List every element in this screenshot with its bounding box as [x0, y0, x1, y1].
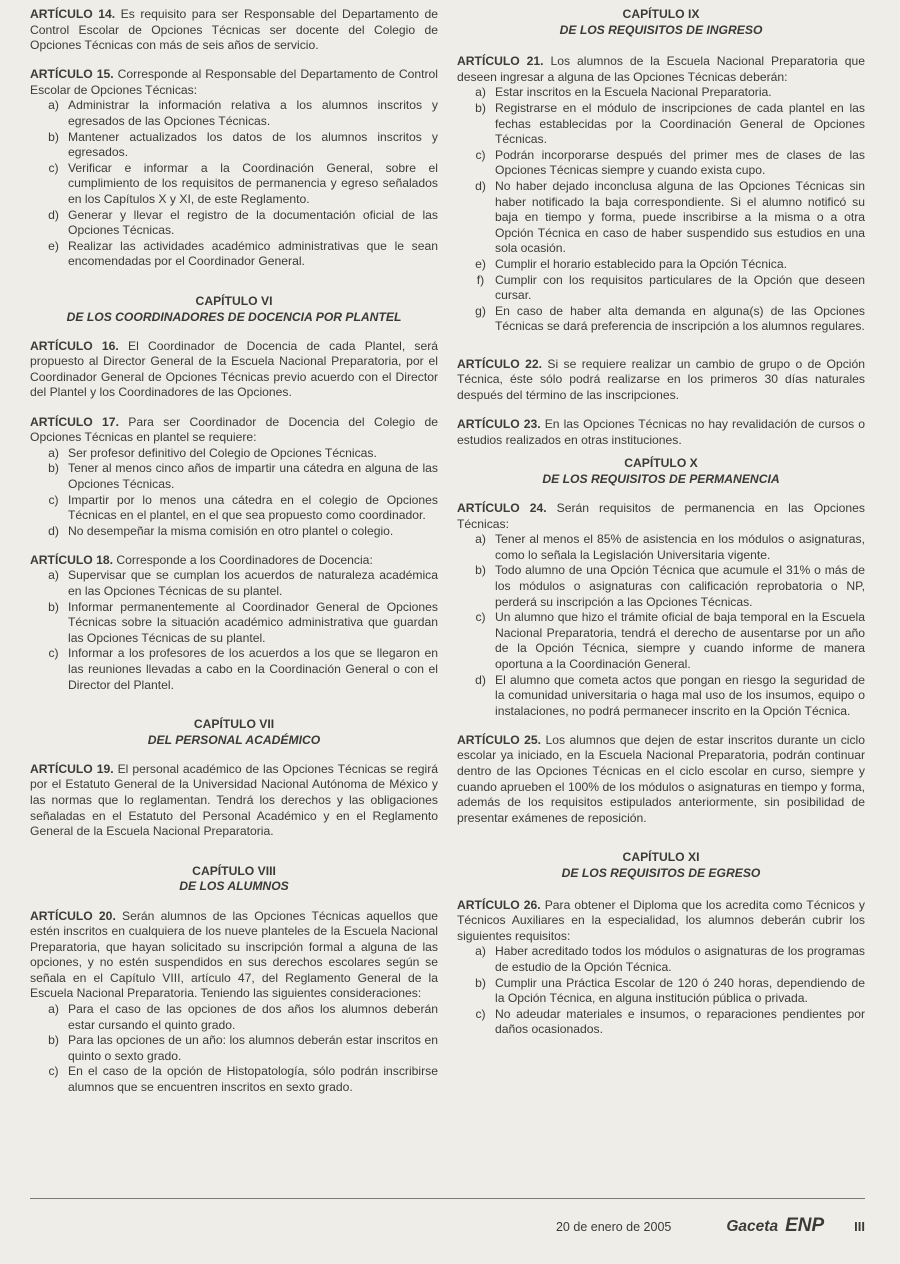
list-marker: d): [475, 672, 486, 687]
list-item: [30, 98, 438, 129]
list-text: Cumplir con los requisitos particulares de la Opción que deseen cursar.: [495, 272, 865, 303]
list-item: [30, 493, 438, 524]
list-item: [457, 304, 865, 335]
article-label: ARTÍCULO 23.: [457, 417, 541, 432]
article-label: ARTÍCULO 24.: [457, 501, 547, 516]
article-label: ARTÍCULO 22.: [457, 356, 542, 371]
list-marker: b): [475, 100, 486, 115]
list-item: [30, 600, 438, 647]
article-text: Serán alumnos de las Opciones Técnicas aquellos que estén inscritos en cualquiera de los nueve planteles de la Escuela Nacional Preparatoria, que hayan solicitado su inscripción formal a alguna de las opciones, y no estén suspendidos en sus derechos escolares según se señala en el Capítulo VIII, artículo 47, del Reglamento General de la Escuela Nacional Preparatoria. Teniendo las siguientes consideraciones:: [30, 908, 438, 1001]
list-text: Cumplir una Práctica Escolar de 120 ó 240 horas, dependiendo de la Opción Técnica, en alguna institución pública o privada.: [495, 975, 865, 1006]
article-text: El Coordinador de Docencia de cada Plantel, será propuesto al Director General de la Escuela Nacional Preparatoria, por el Coordinador General de Opciones Técnicas previo acuerdo con el Director del Plantel y los Coordinadores de las Opciones.: [30, 338, 438, 400]
list-item: [457, 976, 865, 1007]
list-text: Haber acreditado todos los módulos o asignaturas de los programas de estudio de la Opción Técnica.: [495, 944, 865, 974]
article-text: Para ser Coordinador de Docencia del Colegio de Opciones Técnicas en plantel se requiere:: [30, 414, 438, 445]
list-item: [457, 1007, 865, 1038]
list-marker: d): [48, 523, 59, 538]
list-marker: a): [48, 568, 59, 583]
footer-date: 20 de enero de 2005: [555, 1220, 672, 1234]
article-15: [30, 67, 438, 270]
list-text: No haber dejado inconclusa alguna de las Opciones Técnicas sin haber notificado la baja correspondiente. Si el alumno notificó su baja en tiempo y forma, puede inscribirse a la misma o a otra Opción Técnica en caso de haber suspendido sus estudios en una sola ocasión.: [495, 178, 865, 256]
list-item: [30, 1002, 438, 1033]
article-label: ARTÍCULO 15.: [30, 67, 114, 82]
chapter-title: DE LOS REQUISITOS DE PERMANENCIA: [542, 471, 780, 486]
list-text: Cumplir el horario establecido para la Opción Técnica.: [495, 256, 787, 271]
chapter-number: CAPÍTULO XI: [622, 850, 700, 865]
article-text: El personal académico de las Opciones Técnicas se regirá por el Estatuto General de la Universidad Nacional Autónoma de México y las normas que lo reglamentan. Tendrá los derechos y las obligaciones señaladas en el Estatuto del Personal Académico y en el Reglamento General de la Escuela Nacional Preparatoria.: [30, 761, 438, 839]
article-23: [457, 417, 865, 448]
article-list: [457, 532, 865, 719]
article-label: ARTÍCULO 20.: [30, 908, 116, 923]
list-marker: a): [475, 532, 486, 547]
list-marker: d): [48, 207, 59, 222]
list-text: Realizar las actividades académico administrativas que le sean encomendadas por el Coordinador General.: [68, 238, 438, 269]
article-25: [457, 733, 865, 827]
list-marker: b): [48, 1033, 59, 1048]
list-marker: c): [475, 147, 486, 162]
right-column: [457, 7, 865, 1051]
chapter-number: CAPÍTULO IX: [622, 7, 700, 21]
list-marker: a): [475, 944, 486, 959]
list-item: [30, 1064, 438, 1095]
article-text: Corresponde al Responsable del Departamento de Control Escolar de Opciones Técnicas:: [30, 67, 438, 97]
article-text: Para obtener el Diploma que los acredita como Técnicos y Técnicos Auxiliares en la especialidad, los alumnos deberán cubrir los siguientes requisitos:: [457, 897, 865, 943]
chapter-number: CAPÍTULO X: [624, 456, 698, 471]
list-text: Generar y llevar el registro de la documentación oficial de las Opciones Técnicas.: [68, 207, 438, 238]
article-label: ARTÍCULO 14.: [30, 7, 116, 21]
list-text: Registrarse en el módulo de inscripciones de cada plantel en las fechas establecidas por la Coordinación General de Opciones Técnicas.: [495, 100, 865, 147]
article-list: [457, 85, 865, 335]
list-text: Estar inscritos en la Escuela Nacional Preparatoria.: [495, 85, 772, 100]
chapter-title: DE LOS COORDINADORES DE DOCENCIA POR PLANTEL: [66, 309, 402, 324]
list-marker: c): [48, 1064, 59, 1079]
list-item: [30, 130, 438, 161]
list-marker: c): [475, 610, 486, 625]
article-24: [457, 501, 865, 719]
article-text: En las Opciones Técnicas no hay revalidación de cursos o estudios realizados en otras instituciones.: [457, 417, 865, 447]
list-text: Todo alumno de una Opción Técnica que acumule el 31% o más de los módulos o asignaturas con calificación reprobatoria o NP, perderá su inscripción a las Opciones Técnicas.: [495, 563, 865, 609]
list-text: Para las opciones de un año: los alumnos deberán estar inscritos en quinto o sexto grado.: [68, 1033, 438, 1063]
article-17: [30, 415, 438, 540]
article-21: [457, 54, 865, 335]
article-19: [30, 762, 438, 840]
article-16: [30, 339, 438, 401]
list-item: [30, 461, 438, 492]
article-list: [457, 944, 865, 1038]
list-item: [457, 273, 865, 304]
list-item: [30, 568, 438, 599]
list-text: El alumno que cometa actos que pongan en riesgo la seguridad de la comunidad universitaria o haga mal uso de los insumos, equipo o instalaciones, no podrá permanecer inscrito en la Opción Técnica.: [495, 672, 865, 718]
list-marker: g): [475, 303, 486, 318]
article-list: [30, 98, 438, 270]
article-14: [30, 7, 438, 54]
list-text: Impartir por lo menos una cátedra en el colegio de Opciones Técnicas en el plantel, en el que sea propuesto como coordinador.: [68, 492, 438, 523]
article-label: ARTÍCULO 17.: [30, 414, 119, 429]
list-text: Ser profesor definitivo del Colegio de Opciones Técnicas.: [68, 445, 377, 460]
article-18: [30, 553, 438, 693]
list-marker: e): [48, 238, 59, 253]
list-text: No adeudar materiales e insumos, o reparaciones pendientes por daños ocasionados.: [495, 1006, 865, 1037]
list-item: [30, 524, 438, 540]
chapter-number: CAPÍTULO VIII: [192, 863, 276, 878]
list-item: [30, 239, 438, 270]
left-column: [30, 7, 438, 1109]
list-marker: c): [48, 492, 59, 507]
chapter-9-heading: [457, 7, 865, 38]
article-text: Si se requiere realizar un cambio de grupo o de Opción Técnica, éste sólo podrá realizarse en los primeros 30 días naturales después del término de las inscripciones.: [457, 356, 865, 403]
chapter-7-heading: [30, 717, 438, 748]
footer-divider: [30, 1198, 865, 1199]
list-marker: a): [48, 98, 59, 113]
page-footer: [556, 1215, 865, 1237]
list-item: [30, 646, 438, 693]
list-text: Verificar e informar a la Coordinación General, sobre el cumplimiento de los requisitos de permanencia y egreso señalados en los Capítulos X y XI, de este Reglamento.: [68, 160, 438, 207]
article-text: Los alumnos de la Escuela Nacional Preparatoria que deseen ingresar a alguna de las Opciones Técnicas deberán:: [457, 54, 865, 84]
list-marker: f): [476, 272, 485, 287]
chapter-title: DE LOS REQUISITOS DE INGRESO: [559, 22, 763, 37]
article-26: [457, 898, 865, 1038]
list-item: [30, 161, 438, 208]
list-marker: b): [48, 461, 59, 476]
list-item: [457, 179, 865, 257]
article-label: ARTÍCULO 19.: [30, 761, 114, 776]
list-marker: a): [475, 85, 486, 100]
list-text: Informar a los profesores de los acuerdos a los que se llegaron en las reuniones llevadas a cabo en la Coordinación General o con el Director del Plantel.: [68, 646, 438, 692]
list-item: [30, 446, 438, 462]
article-text: Corresponde a los Coordinadores de Docencia:: [116, 552, 373, 567]
list-item: [30, 208, 438, 239]
publication-name: Gaceta: [726, 1218, 779, 1235]
list-text: Un alumno que hizo el trámite oficial de baja temporal en la Escuela Nacional Preparatoria, tendrá el derecho de ausentarse por un año de la Opción Técnica, siempre y cuando informe de manera oportuna a la Coordinación General.: [495, 610, 865, 671]
article-label: ARTÍCULO 16.: [30, 338, 119, 353]
list-text: Supervisar que se cumplan los acuerdos de naturaleza académica en las Opciones Técnicas de su plantel.: [68, 568, 438, 598]
list-item: [457, 944, 865, 975]
article-20: [30, 909, 438, 1096]
chapter-11-heading: [457, 850, 865, 881]
list-text: En el caso de la opción de Histopatología, sólo podrán inscribirse alumnos que se encuentren inscritos en sexto grado.: [68, 1064, 438, 1095]
list-item: [457, 610, 865, 672]
list-text: No desempeñar la misma comisión en otro plantel o colegio.: [68, 523, 394, 538]
list-text: Para el caso de las opciones de dos años los alumnos deberán estar cursando el quinto grado.: [68, 1002, 438, 1032]
chapter-number: CAPÍTULO VI: [195, 294, 273, 308]
list-item: [457, 257, 865, 273]
chapter-8-heading: [30, 864, 438, 895]
list-marker: d): [475, 178, 486, 193]
list-text: Administrar la información relativa a los alumnos inscritos y egresados de las Opciones Técnicas.: [68, 98, 438, 129]
list-item: [457, 148, 865, 179]
article-list: [30, 1002, 438, 1096]
article-label: ARTÍCULO 26.: [457, 897, 541, 912]
list-marker: b): [475, 975, 486, 990]
list-marker: e): [475, 256, 486, 271]
chapter-title: DEL PERSONAL ACADÉMICO: [147, 732, 321, 747]
list-marker: b): [475, 563, 486, 578]
chapter-title: DE LOS ALUMNOS: [179, 879, 289, 894]
list-text: Tener al menos cinco años de impartir una cátedra en alguna de las Opciones Técnicas.: [68, 461, 438, 491]
list-item: [457, 563, 865, 610]
article-label: ARTÍCULO 18.: [30, 552, 113, 567]
article-list: [30, 446, 438, 540]
list-item: [457, 85, 865, 101]
article-22: [457, 357, 865, 404]
article-label: ARTÍCULO 21.: [457, 54, 544, 69]
list-marker: c): [48, 646, 59, 661]
chapter-number: CAPÍTULO VII: [193, 717, 275, 732]
list-marker: c): [475, 1006, 486, 1021]
list-item: [457, 532, 865, 563]
list-item: [457, 673, 865, 720]
list-text: Tener al menos el 85% de asistencia en los módulos o asignaturas, como lo señala la Legislación Universitaria vigente.: [495, 532, 865, 562]
list-text: Mantener actualizados los datos de los alumnos inscritos y egresados.: [68, 129, 438, 160]
chapter-10-heading: [457, 456, 865, 487]
article-list: [30, 568, 438, 693]
list-text: Informar permanentemente al Coordinador General de Opciones Técnicas sobre la situación académico administrativa que guardan las Opciones Técnicas de su plantel.: [68, 599, 438, 645]
chapter-title: DE LOS REQUISITOS DE EGRESO: [561, 866, 761, 880]
list-marker: a): [48, 445, 59, 460]
publication-brand: ENP: [785, 1215, 825, 1236]
article-text: Los alumnos que dejen de estar inscritos durante un ciclo escolar ya iniciado, en la Escuela Nacional Preparatoria, podrán continuar dentro de las Opciones Técnicas en el ciclo escolar en curso, siempre y cuando aprueben el 100% de los módulos o asignaturas en tiempo y forma, además de los requisitos estipulados anteriormente, sin posibilidad de presentar exámenes de reposición.: [457, 732, 865, 825]
list-item: [457, 101, 865, 148]
article-text: Serán requisitos de permanencia en las Opciones Técnicas:: [457, 501, 865, 531]
list-marker: c): [48, 160, 59, 175]
list-text: En caso de haber alta demanda en alguna(s) de las Opciones Técnicas se dará preferencia de inscripción a los alumnos regulares.: [495, 303, 865, 334]
page-number: III: [854, 1219, 865, 1234]
article-text: Es requisito para ser Responsable del Departamento de Control Escolar de Opciones Técnicas ser docente del Colegio de Opciones Técnicas con más de seis años de servicio.: [30, 7, 439, 53]
list-text: Podrán incorporarse después del primer mes de clases de las Opciones Técnicas siempre y cuando exista cupo.: [495, 147, 865, 178]
list-marker: b): [48, 599, 59, 614]
list-marker: a): [48, 1002, 59, 1017]
article-label: ARTÍCULO 25.: [457, 732, 542, 747]
list-marker: b): [48, 129, 59, 144]
list-item: [30, 1033, 438, 1064]
chapter-6-heading: [30, 294, 438, 325]
